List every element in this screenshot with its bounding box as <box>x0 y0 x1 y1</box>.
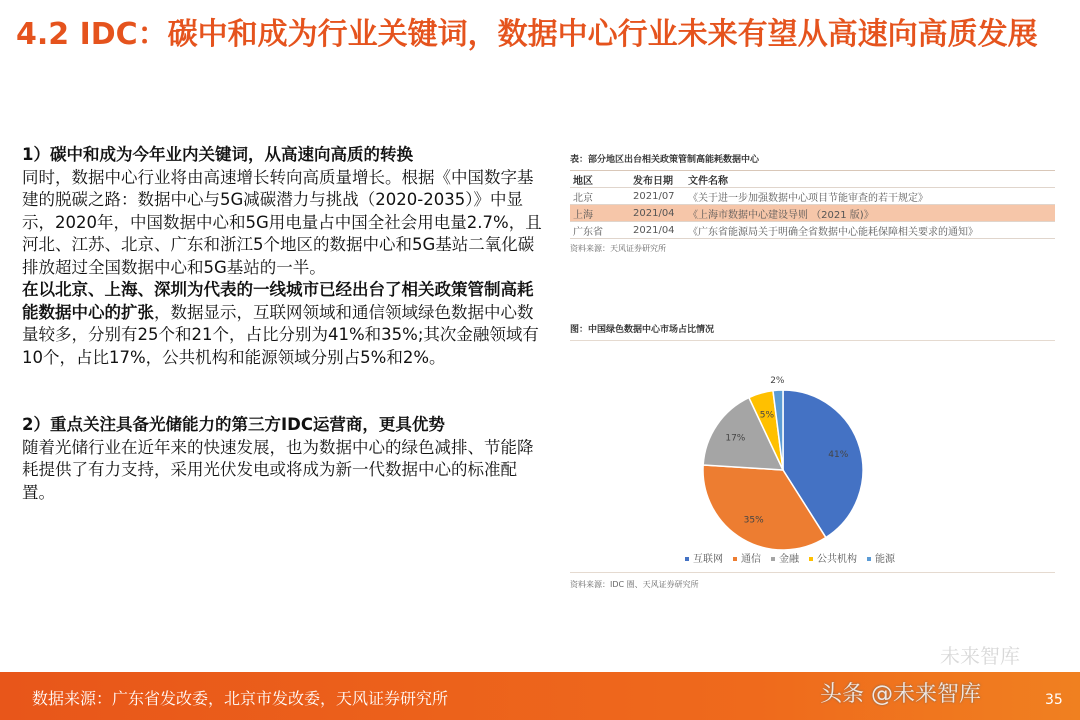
page-number: 35 <box>1045 692 1063 708</box>
table-caption: 表：部分地区出台相关政策管制高能耗数据中心 <box>570 152 1055 171</box>
cell: 《上海市数据中心建设导则 （2021 版)》 <box>688 209 874 221</box>
header-cell: 地区 <box>573 175 593 187</box>
cell: 北京 <box>573 192 593 204</box>
page-title: 4.2 IDC：碳中和成为行业关键词，数据中心行业未来有望从高速向高质发展 <box>16 17 1038 52</box>
legend-item <box>733 550 761 565</box>
cell: 2021/07 <box>633 190 675 202</box>
pie-figure <box>570 322 1070 589</box>
data-label: 2% <box>770 376 785 387</box>
legend-label: 金融 <box>779 554 799 565</box>
policy-table <box>570 152 1055 254</box>
cell: 上海 <box>573 209 593 221</box>
legend-item <box>685 550 723 565</box>
chart-source: 资料来源：IDC 圈、天风证券研究所 <box>570 572 1055 590</box>
header-cell: 文件名称 <box>688 175 728 187</box>
legend-label: 通信 <box>741 554 761 565</box>
data-label: 5% <box>759 410 775 421</box>
legend-label: 互联网 <box>693 554 723 565</box>
legend-swatch <box>685 557 689 561</box>
body-text <box>22 144 547 504</box>
cell: 2021/04 <box>633 224 675 236</box>
legend-item <box>809 550 857 565</box>
legend-label: 能源 <box>875 554 895 565</box>
legend-swatch <box>867 557 871 561</box>
footer-source: 数据来源：广东省发改委，北京市发改委，天风证券研究所 <box>32 689 449 708</box>
legend-item <box>771 550 799 565</box>
section-1-paragraph-2 <box>22 279 547 369</box>
cell: 《关于进一步加强数据中心项目节能审查的若干规定》 <box>688 192 928 204</box>
table-row <box>570 222 1055 239</box>
cell: 广东省 <box>573 226 603 238</box>
bold-text: 在以北京、上海、深圳为代表的一线城市已经出台了相关政策管制高耗能数据中心的扩张 <box>22 280 534 322</box>
table-source: 资料来源：天风证券研究所 <box>570 244 666 253</box>
legend-item <box>867 550 895 565</box>
data-label: 41% <box>828 449 849 460</box>
header-cell: 发布日期 <box>633 175 673 187</box>
data-label: 35% <box>743 515 764 526</box>
text: ，数据显示，互联网领域和通信领域绿色数据中心数量较多，分别有25个和21个，占比分别为41%和35%;其次金融领域有10个，占比17%，公共机构和能源领域分别占5%和2%。 <box>22 302 539 367</box>
legend-swatch <box>771 557 775 561</box>
table-row-highlighted <box>570 205 1055 222</box>
chart-legend <box>685 550 895 565</box>
legend-label: 公共机构 <box>817 554 857 565</box>
cell: 2021/04 <box>633 207 675 219</box>
watermark: 头条 @未来智库 <box>820 682 981 707</box>
legend-swatch <box>809 557 813 561</box>
cell: 《广东省能源局关于明确全省数据中心能耗保障相关要求的通知》 <box>688 226 978 238</box>
table-row <box>570 188 1055 205</box>
table-header <box>570 171 1055 188</box>
section-2-heading: 2）重点关注具备光储能力的第三方IDC运营商，更具优势 <box>22 415 445 434</box>
legend-swatch <box>733 557 737 561</box>
section-1-paragraph: 同时，数据中心行业将由高速增长转向高质量增长。根据《中国数字基建的脱碳之路：数据中心与5G减碳潜力与挑战（2020-2035）》中显示，2020年，中国数据中心和5G用电量占中国全社会用电量2.7%，且河北、江苏、北京、广东和浙江5个地区的数据中心和5G基站二氧化碳排放超过全国数据中心和5G基站的一半。 <box>22 167 542 277</box>
watermark-secondary: 未来智库 <box>940 644 1020 668</box>
section-1-heading: 1）碳中和成为今年业内关键词，从高速向高质的转换 <box>22 145 413 164</box>
pie-chart <box>570 342 1055 562</box>
chart-title: 图：中国绿色数据中心市场占比情况 <box>570 322 1055 341</box>
section-2-paragraph: 随着光储行业在近年来的快速发展，也为数据中心的绿色减排、节能降耗提供了有力支持，采用光伏发电或将成为新一代数据中心的标准配置。 <box>22 437 534 502</box>
data-label: 17% <box>725 433 746 444</box>
